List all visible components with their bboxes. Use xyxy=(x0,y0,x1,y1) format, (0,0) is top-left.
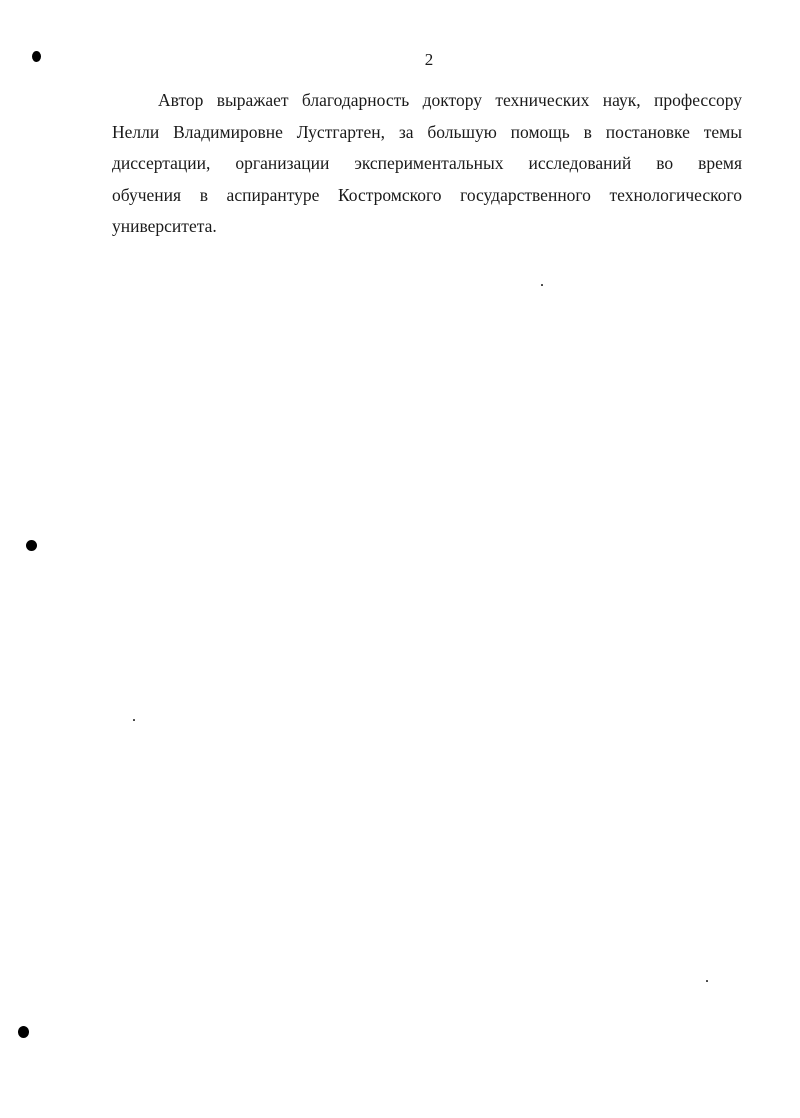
acknowledgement-line: университета. xyxy=(112,216,217,236)
page-number: 2 xyxy=(424,50,434,69)
scan-speck xyxy=(706,980,708,982)
acknowledgement-line: Нелли Владимировне Лустгартен, за большую помощь в постановке темы xyxy=(112,121,742,142)
acknowledgement-paragraph xyxy=(112,85,742,243)
acknowledgement-line: диссертации, организации экспериментальных исследований во время xyxy=(112,153,742,173)
punch-hole-mark-middle xyxy=(26,540,37,551)
acknowledgement-line: обучения в аспирантуре Костромского государственного технологического xyxy=(112,184,742,205)
scan-speck xyxy=(133,719,135,721)
scan-speck xyxy=(541,284,543,286)
punch-hole-mark-bottom xyxy=(18,1026,29,1038)
acknowledgement-line: Автор выражает благодарность доктору технических наук, профессору xyxy=(158,90,742,110)
